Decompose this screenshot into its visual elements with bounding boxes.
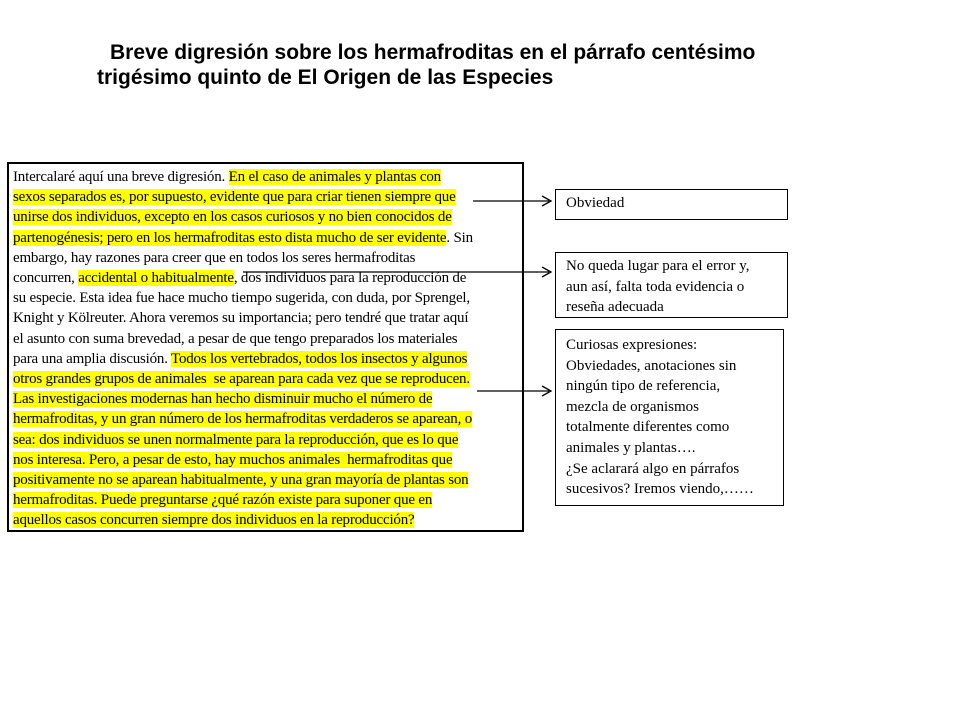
annotation-text-line: reseña adecuada [566,299,664,316]
plain-text: concurren, [13,270,79,287]
title-line-2: trigésimo quinto de El Origen de las Especies [97,66,554,89]
text-line [13,450,522,470]
main-textbox [7,162,524,532]
highlighted-text: hermafroditas, y un gran número de los hermafroditas verdaderos se aparean, o [13,411,473,428]
highlighted-text: unirse dos individuos, excepto en los casos curiosos y no bien conocidos de [13,209,452,226]
annotation-text-line: mezcla de organismos [566,398,700,415]
text-line [13,268,522,288]
highlighted-text: aquellos casos concurren siempre dos individuos en la reproducción? [13,512,415,529]
annotation-text-line: aun así, falta toda evidencia o [566,278,745,295]
annotation-text-line: Obviedad [566,195,625,211]
annotation-text-line: Obviedades, anotaciones sin [566,357,737,374]
text-line [13,490,522,510]
text-line [13,288,522,308]
text-line [13,329,522,349]
annotation-box-no-queda-lugar [555,252,788,318]
annotation-text-line: No queda lugar para el error y, [566,258,750,274]
plain-text: el asunto con suma brevedad, a pesar de que tengo preparados los materiales [13,330,458,347]
annotation-text-line: animales y plantas…. [566,439,696,456]
plain-text: , dos individuos para la reproducción de [233,270,467,287]
annotation-text-line: ¿Se aclarará algo en párrafos [566,460,740,477]
highlighted-text: accidental o habitualmente [78,270,234,287]
text-line [13,167,522,187]
text-line [13,187,522,207]
text-line [13,470,522,490]
text-line [13,430,522,450]
annotation-box-obviedad [555,189,788,220]
text-line [13,510,522,530]
highlighted-text: nos interesa. Pero, a pesar de esto, hay muchos animales hermafroditas que [13,451,453,468]
text-line [13,248,522,268]
text-line [13,308,522,328]
text-line [13,228,522,248]
annotation-text-line: sucesivos? Iremos viendo,…… [566,481,754,498]
text-line [13,207,522,227]
text-line [13,409,522,429]
highlighted-text: positivamente no se aparean habitualmente, y una gran mayoría de plantas son [13,472,469,489]
page-title [97,40,897,90]
highlighted-text: sexos separados es, por supuesto, evidente que para criar tienen siempre que [13,189,456,206]
plain-text: Intercalaré aquí una breve digresión. [13,169,229,185]
annotation-text-line: Curiosas expresiones: [566,337,698,353]
plain-text: embargo, hay razones para creer que en todos los seres hermafroditas [13,249,416,266]
annotation-text-line: totalmente diferentes como [566,419,730,436]
annotation-box-curiosas-expresiones [555,329,784,506]
highlighted-text: sea: dos individuos se unen normalmente para la reproducción, que es lo que [13,431,459,448]
annotation-text-line: ningún tipo de referencia, [566,378,721,395]
title-line-1: Breve digresión sobre los hermafroditas en el párrafo centésimo [110,41,756,64]
highlighted-text: partenogénesis; pero en los hermafroditas esto dista mucho de ser evidente [13,229,447,246]
highlighted-text: hermafroditas. Puede preguntarse ¿qué razón existe para suponer que en [13,492,433,509]
highlighted-text: Todos los vertebrados, todos los insectos y algunos [171,350,468,367]
text-line [13,389,522,409]
plain-text: su especie. Esta idea fue hace mucho tiempo sugerida, con duda, por Sprengel, [13,290,470,307]
text-line [13,369,522,389]
highlighted-text: En el caso de animales y plantas con [228,169,441,185]
text-line [13,349,522,369]
plain-text: . Sin [446,229,473,246]
plain-text: para una amplia discusión. [13,350,172,367]
highlighted-text: Las investigaciones modernas han hecho disminuir mucho el número de [13,391,433,408]
plain-text: Knight y Kölreuter. Ahora veremos su importancia; pero tendré que tratar aquí [13,310,469,327]
highlighted-text: otros grandes grupos de animales se aparean para cada vez que se reproducen. [13,371,470,388]
